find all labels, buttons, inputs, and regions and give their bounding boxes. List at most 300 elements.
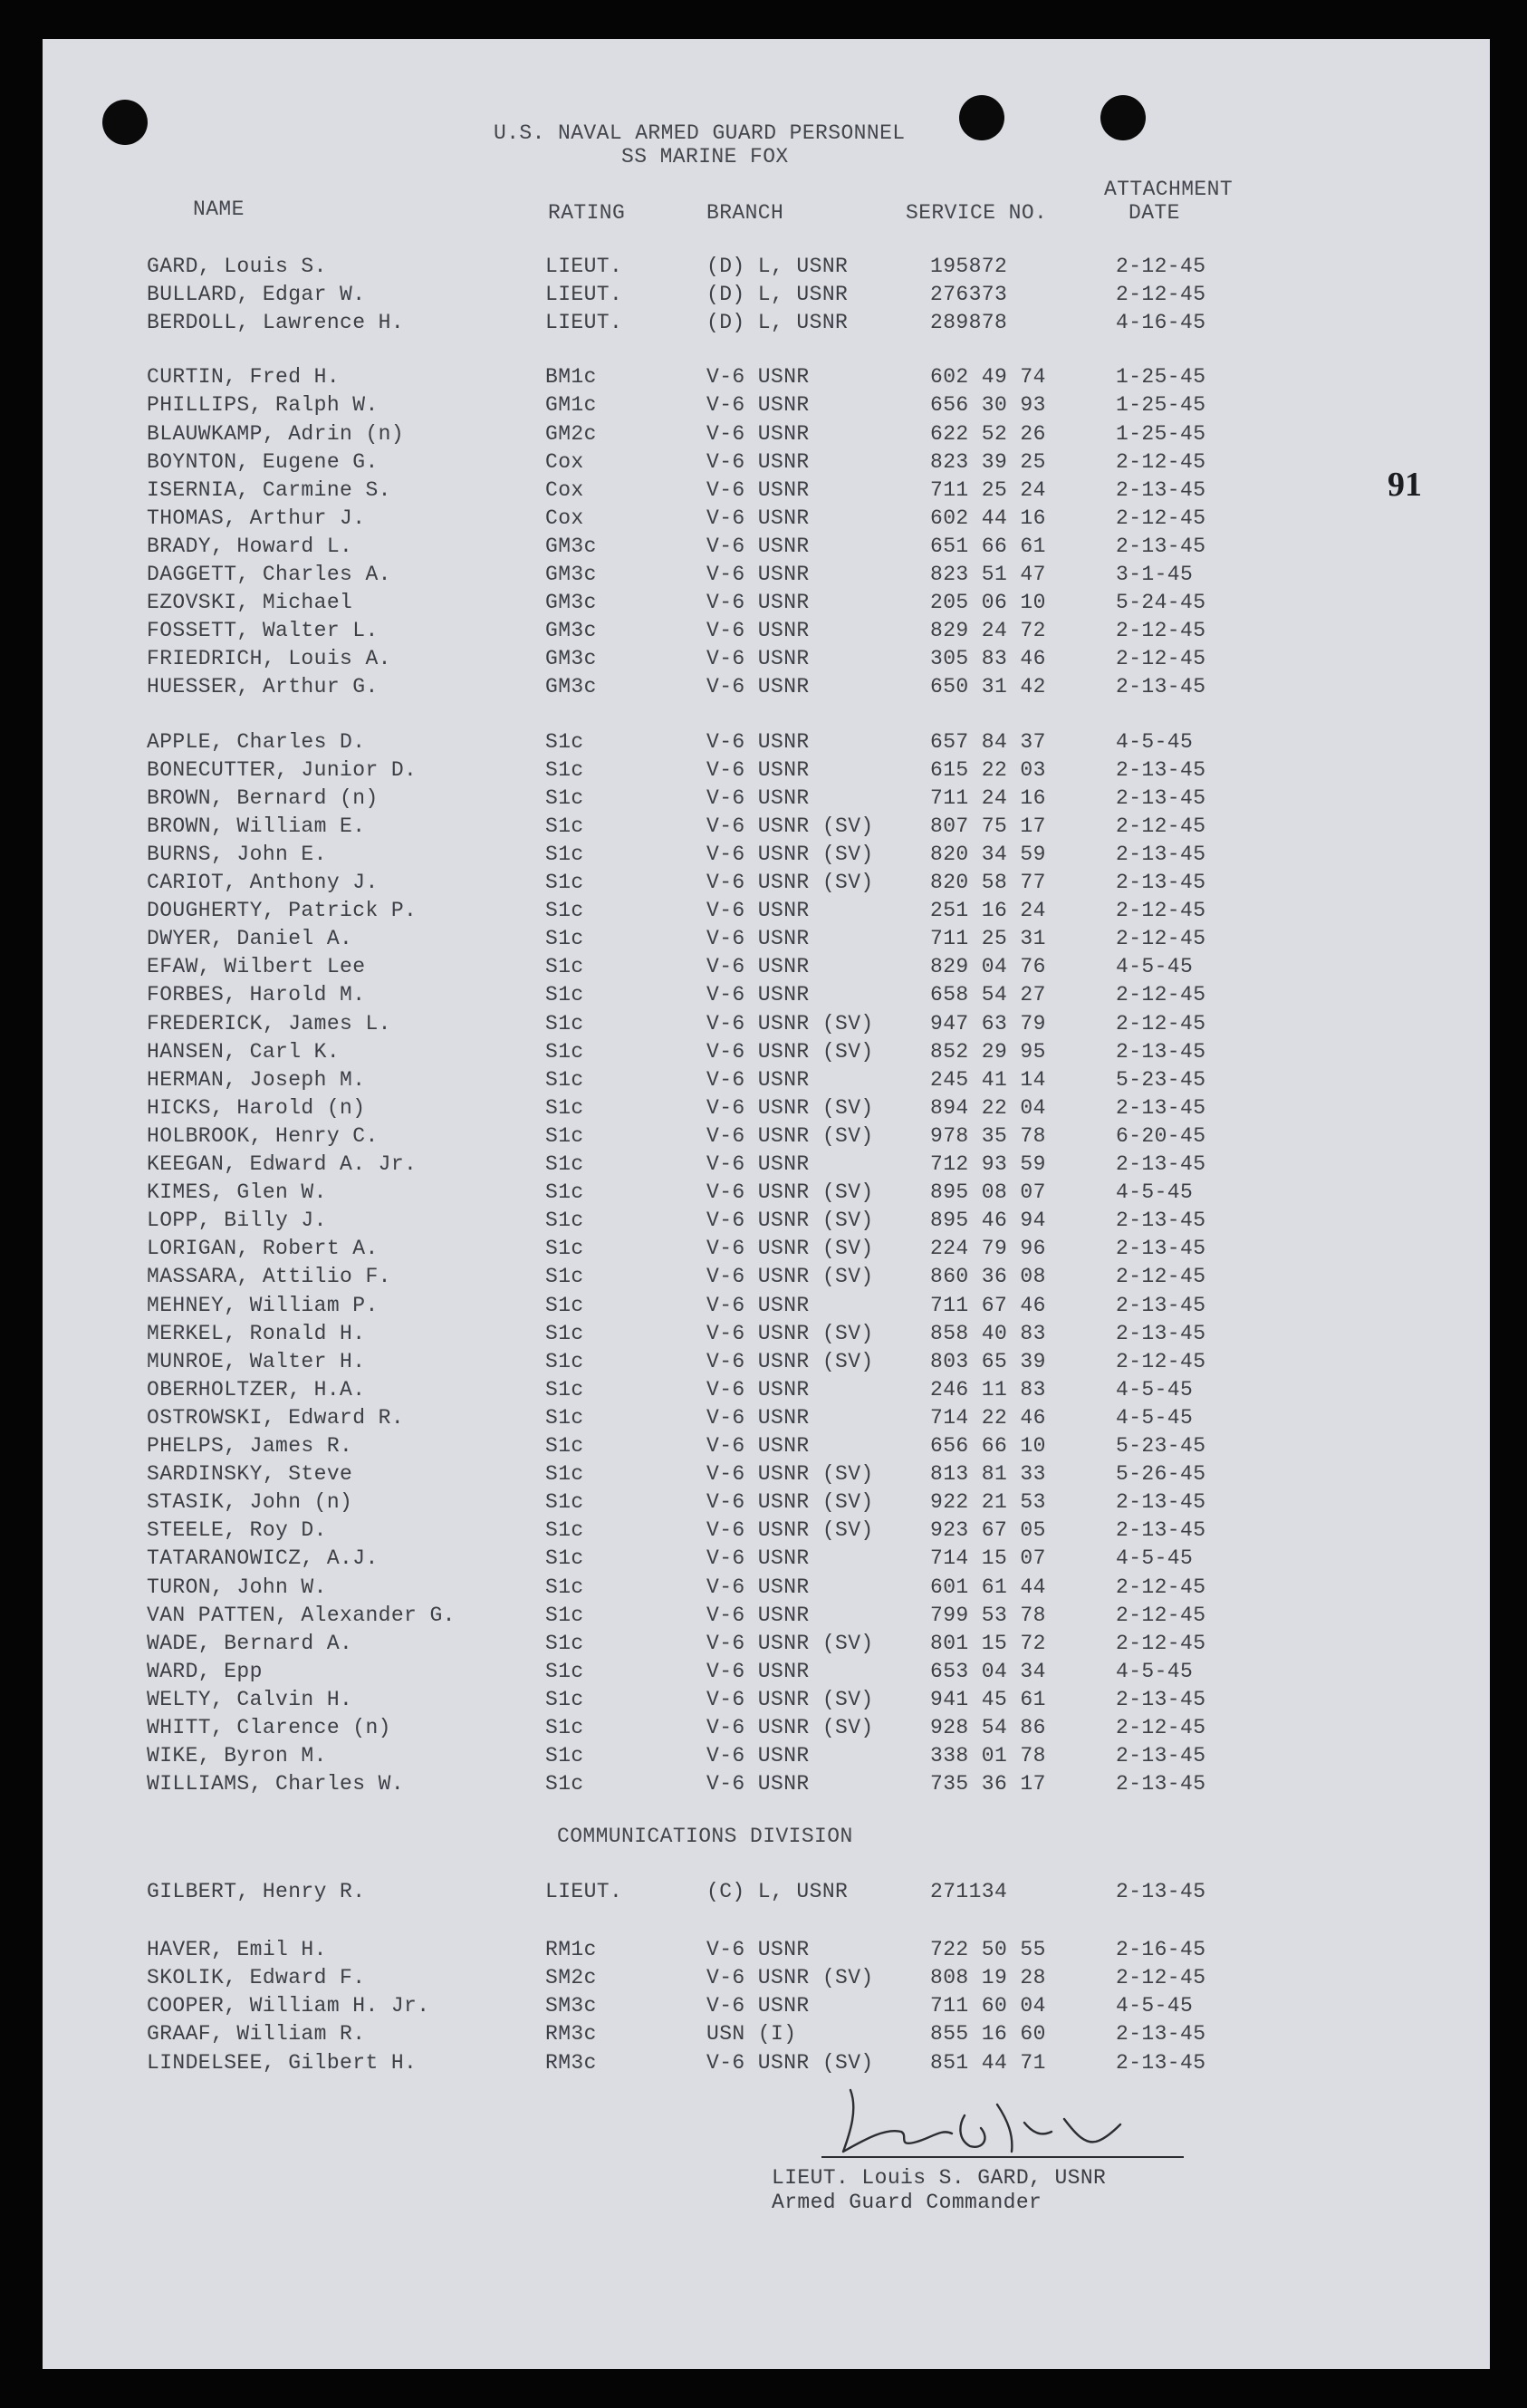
service-number: 735 36 17 [930,1772,1046,1796]
branch: V-6 USNR [706,619,810,643]
table-row [43,1235,1490,1263]
person-name: BLAUWKAMP, Adrin (n) [147,421,405,446]
service-number: 803 65 39 [930,1349,1046,1373]
branch: V-6 USNR (SV) [706,1631,874,1655]
attachment-date: 4-5-45 [1116,729,1194,754]
rating: S1c [545,814,584,838]
attachment-date: 4-5-45 [1116,1180,1194,1205]
signature-name: LIEUT. Louis S. GARD, USNR [772,2166,1107,2190]
rating: S1c [545,1434,584,1458]
ship-name: SS MARINE FOX [621,145,789,169]
person-name: ISERNIA, Carmine S. [147,477,391,502]
branch: V-6 USNR (SV) [706,1209,874,1233]
attachment-date: 2-13-45 [1116,477,1206,502]
table-row [43,1066,1490,1094]
person-name: TURON, John W. [147,1575,327,1599]
attachment-date: 4-5-45 [1116,1377,1194,1401]
attachment-date: 2-13-45 [1116,1152,1206,1176]
table-row [43,869,1490,897]
person-name: FOSSETT, Walter L. [147,619,379,643]
rating: S1c [545,757,584,782]
attachment-date: 2-13-45 [1116,1095,1206,1120]
rating: LIEUT. [545,1880,623,1903]
attachment-date: 6-20-45 [1116,1123,1206,1148]
person-name: LORIGAN, Robert A. [147,1237,379,1261]
attachment-date: 4-5-45 [1116,1546,1194,1571]
branch: V-6 USNR (SV) [706,1265,874,1289]
attachment-date: 4-5-45 [1116,1659,1194,1683]
rating: SM3c [545,1994,597,2018]
service-number: 823 51 47 [930,563,1046,586]
person-name: GARD, Louis S. [147,255,327,278]
service-number: 601 61 44 [930,1575,1046,1599]
rating: S1c [545,842,584,866]
rating: S1c [545,1067,584,1092]
service-number: 829 24 72 [930,619,1046,643]
person-name: KEEGAN, Edward A. Jr. [147,1152,418,1176]
signature-title: Armed Guard Commander [772,2191,1042,2214]
service-number: 711 67 46 [930,1293,1046,1317]
service-number: 855 16 60 [930,2022,1046,2047]
service-number: 246 11 83 [930,1377,1046,1401]
branch: V-6 USNR [706,1994,810,2018]
rating: Cox [545,506,584,530]
branch: V-6 USNR (SV) [706,1462,874,1487]
attachment-date: 2-12-45 [1116,1716,1206,1739]
branch: V-6 USNR (SV) [706,1349,874,1373]
branch: V-6 USNR [706,506,810,530]
service-number: 711 60 04 [930,1994,1046,2018]
branch: V-6 USNR [706,449,810,474]
service-number: 852 29 95 [930,1039,1046,1064]
attachment-date: 2-13-45 [1116,1490,1206,1515]
document-title: U.S. NAVAL ARMED GUARD PERSONNEL [494,121,906,145]
table-row [43,253,1490,281]
branch: V-6 USNR [706,1067,810,1092]
attachment-date: 2-12-45 [1116,1631,1206,1655]
rating: S1c [545,1546,584,1571]
rating: S1c [545,1518,584,1543]
branch: V-6 USNR [706,983,810,1007]
table-row [43,391,1490,419]
table-row [43,363,1490,391]
attachment-date: 2-12-45 [1116,1011,1206,1035]
attachment-date: 2-13-45 [1116,842,1206,866]
person-name: BONECUTTER, Junior D. [147,757,418,782]
table-row [43,813,1490,841]
service-number: 714 22 46 [930,1405,1046,1430]
attachment-date: 2-12-45 [1116,1603,1206,1627]
person-name: WIKE, Byron M. [147,1744,327,1768]
table-row [43,673,1490,701]
page-number: 91 [1388,466,1422,504]
service-number: 251 16 24 [930,899,1046,923]
person-name: GILBERT, Henry R. [147,1880,366,1903]
attachment-date: 5-23-45 [1116,1434,1206,1458]
table-row [43,1320,1490,1348]
table-row [43,925,1490,953]
branch: V-6 USNR [706,1152,810,1176]
branch: V-6 USNR [706,1546,810,1571]
table-row [43,1432,1490,1460]
branch: V-6 USNR [706,1603,810,1627]
attachment-date: 2-12-45 [1116,1966,1206,1990]
person-name: FORBES, Harold M. [147,983,366,1007]
service-number: 860 36 08 [930,1265,1046,1289]
branch: V-6 USNR (SV) [706,1490,874,1515]
service-number: 711 24 16 [930,785,1046,810]
attachment-date: 2-13-45 [1116,1880,1206,1903]
attachment-date: 2-12-45 [1116,983,1206,1007]
rating: GM1c [545,393,597,418]
person-name: HAVER, Emil H. [147,1938,327,1962]
service-number: 823 39 25 [930,449,1046,474]
rating: S1c [545,1744,584,1768]
attachment-date: 5-26-45 [1116,1462,1206,1487]
service-number: 858 40 83 [930,1321,1046,1345]
attachment-date: 4-5-45 [1116,955,1194,979]
attachment-date: 2-12-45 [1116,255,1206,278]
service-number: 807 75 17 [930,814,1046,838]
service-number: 799 53 78 [930,1603,1046,1627]
table-row [43,589,1490,617]
handwritten-signature [803,2068,1193,2168]
rating: S1c [545,1349,584,1373]
person-name: BROWN, Bernard (n) [147,785,379,810]
person-name: FRIEDRICH, Louis A. [147,647,391,671]
table-row [43,533,1490,561]
rating: S1c [545,1405,584,1430]
rating: S1c [545,1293,584,1317]
rating: S1c [545,1237,584,1261]
person-name: VAN PATTEN, Alexander G. [147,1603,456,1627]
table-row [43,897,1490,925]
person-name: LOPP, Billy J. [147,1209,327,1233]
branch: V-6 USNR [706,421,810,446]
person-name: MERKEL, Ronald H. [147,1321,366,1345]
table-row [43,2020,1490,2048]
person-name: DWYER, Daniel A. [147,927,353,951]
table-row [43,1010,1490,1038]
rating: S1c [545,1321,584,1345]
person-name: GRAAF, William R. [147,2022,366,2047]
person-name: HANSEN, Carl K. [147,1039,341,1064]
branch: V-6 USNR (SV) [706,1716,874,1739]
person-name: FREDERICK, James L. [147,1011,391,1035]
service-number: 923 67 05 [930,1518,1046,1543]
table-row [43,1517,1490,1545]
table-row [43,841,1490,869]
rating: S1c [545,1716,584,1739]
person-name: SKOLIK, Edward F. [147,1966,366,1990]
rating: S1c [545,1377,584,1401]
branch: V-6 USNR (SV) [706,871,874,894]
rating: Cox [545,477,584,502]
table-row [43,1742,1490,1770]
branch: V-6 USNR (SV) [706,1180,874,1205]
person-name: MASSARA, Attilio F. [147,1265,391,1289]
table-row [43,1488,1490,1517]
branch: V-6 USNR [706,1434,810,1458]
person-name: EZOVSKI, Michael [147,591,353,615]
table-row [43,1207,1490,1235]
service-number: 895 46 94 [930,1209,1046,1233]
rating: S1c [545,1631,584,1655]
rating: S1c [545,983,584,1007]
rating: LIEUT. [545,283,623,307]
attachment-date: 2-13-45 [1116,1293,1206,1317]
communications-division-heading: COMMUNICATIONS DIVISION [557,1825,853,1848]
service-number: 622 52 26 [930,421,1046,446]
branch: V-6 USNR [706,757,810,782]
branch: V-6 USNR [706,1293,810,1317]
rating: GM3c [545,675,597,699]
rating: S1c [545,1659,584,1683]
attachment-date: 2-13-45 [1116,1772,1206,1796]
table-row [43,1936,1490,1964]
branch: V-6 USNR (SV) [706,2050,874,2075]
rating: GM3c [545,591,597,615]
attachment-date: 2-12-45 [1116,619,1206,643]
branch: V-6 USNR [706,477,810,502]
branch: V-6 USNR [706,899,810,923]
branch: V-6 USNR [706,1938,810,1962]
service-number: 245 41 14 [930,1067,1046,1092]
table-row [43,1179,1490,1207]
rating: S1c [545,1575,584,1599]
person-name: HOLBROOK, Henry C. [147,1123,379,1148]
attachment-date: 2-12-45 [1116,814,1206,838]
branch: V-6 USNR (SV) [706,1518,874,1543]
person-name: HUESSER, Arthur G. [147,675,379,699]
service-number: 714 15 07 [930,1546,1046,1571]
branch: V-6 USNR (SV) [706,1039,874,1064]
rating: SM2c [545,1966,597,1990]
person-name: WHITT, Clarence (n) [147,1716,391,1739]
branch: V-6 USNR [706,785,810,810]
rating: GM3c [545,647,597,671]
rating: S1c [545,1123,584,1148]
person-name: MUNROE, Walter H. [147,1349,366,1373]
service-number: 602 44 16 [930,506,1046,530]
rating: S1c [545,1772,584,1796]
branch: V-6 USNR [706,591,810,615]
branch: V-6 USNR (SV) [706,1321,874,1345]
attachment-date: 4-5-45 [1116,1405,1194,1430]
service-number: 615 22 03 [930,757,1046,782]
rating: S1c [545,955,584,979]
attachment-date: 2-12-45 [1116,647,1206,671]
person-name: KIMES, Glen W. [147,1180,327,1205]
branch: V-6 USNR (SV) [706,1966,874,1990]
table-row [43,1992,1490,2020]
service-number: 656 30 93 [930,393,1046,418]
service-number: 808 19 28 [930,1966,1046,1990]
table-row [43,981,1490,1009]
person-name: OSTROWSKI, Edward R. [147,1405,405,1430]
person-name: STEELE, Roy D. [147,1518,327,1543]
person-name: HERMAN, Joseph M. [147,1067,366,1092]
branch: (D) L, USNR [706,283,849,307]
rating: GM2c [545,421,597,446]
table-row [43,1658,1490,1686]
rating: GM3c [545,563,597,586]
person-name: BERDOLL, Lawrence H. [147,311,405,335]
table-row [43,477,1490,505]
service-number: 922 21 53 [930,1490,1046,1515]
person-name: OBERHOLTZER, H.A. [147,1377,366,1401]
service-number: 657 84 37 [930,729,1046,754]
rating: GM3c [545,619,597,643]
attachment-date: 2-13-45 [1116,757,1206,782]
service-number: 722 50 55 [930,1938,1046,1962]
attachment-date: 4-16-45 [1116,311,1206,335]
rating: S1c [545,1209,584,1233]
column-header-rating: RATING [548,201,626,225]
person-name: DOUGHERTY, Patrick P. [147,899,418,923]
table-row [43,420,1490,448]
table-row [43,785,1490,813]
branch: V-6 USNR [706,1377,810,1401]
service-number: 820 34 59 [930,842,1046,866]
branch: USN (I) [706,2022,797,2047]
rating: S1c [545,1265,584,1289]
branch: V-6 USNR [706,675,810,699]
table-row [43,756,1490,785]
rating: GM3c [545,534,597,558]
service-number: 895 08 07 [930,1180,1046,1205]
person-name: APPLE, Charles D. [147,729,366,754]
service-number: 602 49 74 [930,365,1046,390]
branch: (D) L, USNR [706,311,849,335]
branch: V-6 USNR [706,955,810,979]
attachment-date: 2-13-45 [1116,785,1206,810]
attachment-date: 2-13-45 [1116,1518,1206,1543]
person-name: CURTIN, Fred H. [147,365,341,390]
person-name: DAGGETT, Charles A. [147,563,391,586]
service-number: 851 44 71 [930,2050,1046,2075]
table-row [43,953,1490,981]
punch-hole-center [959,95,1004,140]
person-name: BROWN, William E. [147,814,366,838]
table-row [43,1770,1490,1798]
attachment-date: 2-13-45 [1116,675,1206,699]
person-name: WADE, Bernard A. [147,1631,353,1655]
column-header-branch: BRANCH [706,201,784,225]
attachment-date: 2-12-45 [1116,449,1206,474]
branch: V-6 USNR (SV) [706,1095,874,1120]
table-row [43,1460,1490,1488]
table-row [43,309,1490,337]
service-number: 941 45 61 [930,1687,1046,1711]
table-row [43,1292,1490,1320]
person-name: HICKS, Harold (n) [147,1095,366,1120]
column-header-date: DATE [1128,201,1180,225]
table-row [43,448,1490,477]
attachment-date: 2-12-45 [1116,1265,1206,1289]
attachment-date: 2-13-45 [1116,1744,1206,1768]
attachment-date: 1-25-45 [1116,393,1206,418]
table-row [43,728,1490,756]
person-name: WELTY, Calvin H. [147,1687,353,1711]
service-number: 656 66 10 [930,1434,1046,1458]
rating: S1c [545,1095,584,1120]
column-header-attachment: ATTACHMENT [1104,178,1234,201]
service-number: 658 54 27 [930,983,1046,1007]
rating: S1c [545,1462,584,1487]
attachment-date: 2-13-45 [1116,871,1206,894]
branch: (D) L, USNR [706,255,849,278]
attachment-date: 3-1-45 [1116,563,1194,586]
branch: V-6 USNR (SV) [706,1237,874,1261]
person-name: SARDINSKY, Steve [147,1462,353,1487]
service-number: 801 15 72 [930,1631,1046,1655]
branch: V-6 USNR [706,534,810,558]
attachment-date: 2-13-45 [1116,1209,1206,1233]
branch: V-6 USNR (SV) [706,1011,874,1035]
branch: V-6 USNR [706,1772,810,1796]
person-name: WARD, Epp [147,1659,263,1683]
table-row [43,1964,1490,1992]
service-number: 928 54 86 [930,1716,1046,1739]
branch: V-6 USNR [706,729,810,754]
table-row [43,645,1490,673]
person-name: PHILLIPS, Ralph W. [147,393,379,418]
rating: S1c [545,1011,584,1035]
service-number: 978 35 78 [930,1123,1046,1148]
rating: S1c [545,1687,584,1711]
service-number: 712 93 59 [930,1152,1046,1176]
service-number: 276373 [930,283,1008,307]
rating: LIEUT. [545,255,623,278]
table-row [43,281,1490,309]
rating: S1c [545,729,584,754]
attachment-date: 2-13-45 [1116,1687,1206,1711]
service-number: 820 58 77 [930,871,1046,894]
branch: V-6 USNR (SV) [706,842,874,866]
table-row [43,1151,1490,1179]
service-number: 650 31 42 [930,675,1046,699]
column-header-service-no: SERVICE NO. [906,201,1048,225]
rating: RM1c [545,1938,597,1962]
attachment-date: 5-23-45 [1116,1067,1206,1092]
table-row [43,1038,1490,1066]
rating: S1c [545,1490,584,1515]
attachment-date: 2-13-45 [1116,2050,1206,2075]
table-row [43,561,1490,589]
rating: S1c [545,899,584,923]
attachment-date: 1-25-45 [1116,421,1206,446]
table-row [43,1376,1490,1404]
service-number: 947 63 79 [930,1011,1046,1035]
attachment-date: 2-12-45 [1116,506,1206,530]
rating: Cox [545,449,584,474]
person-name: WILLIAMS, Charles W. [147,1772,405,1796]
table-row [43,1094,1490,1122]
service-number: 829 04 76 [930,955,1046,979]
person-name: BURNS, John E. [147,842,327,866]
rating: S1c [545,871,584,894]
service-number: 338 01 78 [930,1744,1046,1768]
branch: V-6 USNR [706,1744,810,1768]
attachment-date: 2-12-45 [1116,899,1206,923]
rating: S1c [545,1039,584,1064]
table-row [43,1602,1490,1630]
table-row [43,2049,1490,2077]
branch: V-6 USNR [706,365,810,390]
service-number: 289878 [930,311,1008,335]
rating: RM3c [545,2050,597,2075]
